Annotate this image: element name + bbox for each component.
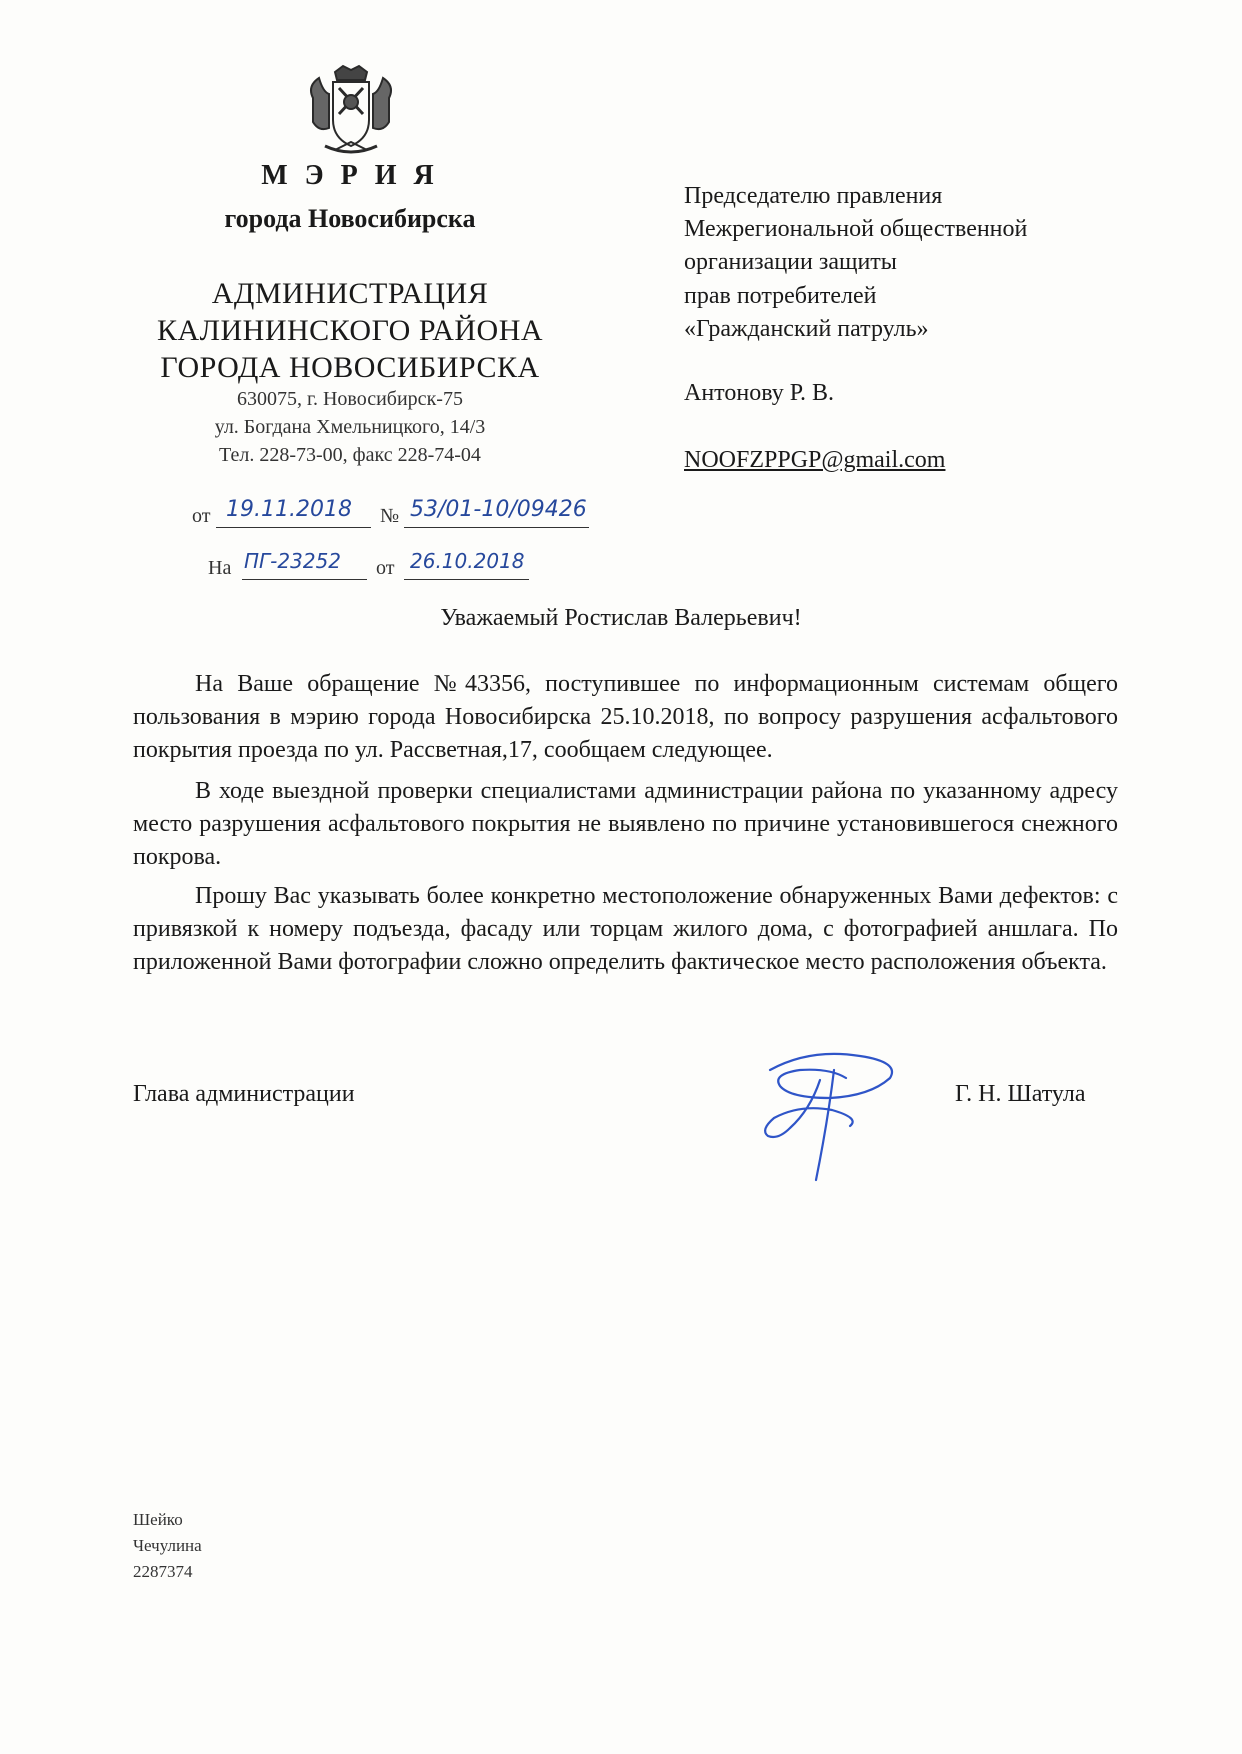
- admin-line-1: АДМИНИСТРАЦИЯ: [211, 277, 489, 310]
- meria-city: города Новосибирска: [224, 204, 476, 233]
- ref-number-underline: [242, 579, 367, 580]
- executor-phone: 2287374: [133, 1562, 193, 1581]
- admin-line-2: КАЛИНИНСКОГО РАЙОНА: [156, 314, 544, 347]
- recipient-name: Антонову Р. В.: [684, 380, 835, 406]
- signatory-name: Г. Н. Шатула: [955, 1081, 1086, 1107]
- handwritten-ref-number: ПГ-23252: [244, 549, 342, 573]
- handwritten-date: 19.11.2018: [226, 497, 352, 522]
- admin-line-3: ГОРОДА НОВОСИБИРСКА: [160, 351, 540, 384]
- recipient-line-3: организации защиты: [684, 249, 897, 275]
- handwritten-signature: [750, 1040, 910, 1190]
- executor-2: Чечулина: [133, 1536, 202, 1555]
- recipient-line-4: прав потребителей: [684, 283, 877, 309]
- meria-title: М Э Р И Я: [261, 160, 439, 191]
- recipient-line-2: Межрегиональной общественной: [684, 216, 1028, 242]
- executor-1: Шейко: [133, 1510, 183, 1529]
- number-underline: [404, 527, 589, 528]
- coat-of-arms-icon: [299, 58, 403, 162]
- recipient-line-1: Председателю правления: [684, 183, 943, 209]
- address-line-3: Тел. 228-73-00, факс 228-74-04: [219, 444, 481, 466]
- ref-date-underline: [404, 579, 529, 580]
- signatory-title: Глава администрации: [133, 1081, 355, 1107]
- date-underline: [216, 527, 371, 528]
- greeting: Уважаемый Ростислав Валерьевич!: [440, 605, 802, 631]
- handwritten-ref-date: 26.10.2018: [410, 549, 525, 573]
- reference-row: [208, 549, 548, 587]
- handwritten-number: 53/01-10/09426: [410, 497, 587, 522]
- recipient-email[interactable]: NOOFZPPGP@gmail.com: [684, 447, 946, 473]
- address-line-2: ул. Богдана Хмельницкого, 14/3: [214, 416, 486, 438]
- paragraph-2: В ходе выездной проверки специалистами администрации района по указанному адресу место разрушения асфальтового покрытия не выявлено по причине установившегося снежного покрова.: [133, 778, 1118, 870]
- recipient-line-5: «Гражданский патруль»: [684, 316, 929, 342]
- from-label: от: [192, 505, 211, 527]
- on-label: На: [208, 557, 232, 579]
- ref-from-label: от: [376, 557, 395, 579]
- registration-row: [192, 497, 612, 535]
- paragraph-1: На Ваше обращение №43356, поступившее по информационным системам общего пользования в мэрию города Новосибирска 25.10.2018, по вопросу разрушения асфальтового покрытия проезда по ул. Рассветная,17, сообщаем следующее.: [133, 671, 1118, 763]
- number-label: №: [380, 505, 400, 527]
- paragraph-3: Прошу Вас указывать более конкретно местоположение обнаруженных Вами дефектов: с привязкой к номеру подъезда, фасаду или торцам жилого дома, с фотографией аншлага. По приложенной Вами фотографии сложно определить фактическое место расположения объекта.: [133, 883, 1118, 975]
- address-line-1: 630075, г. Новосибирск-75: [237, 388, 463, 410]
